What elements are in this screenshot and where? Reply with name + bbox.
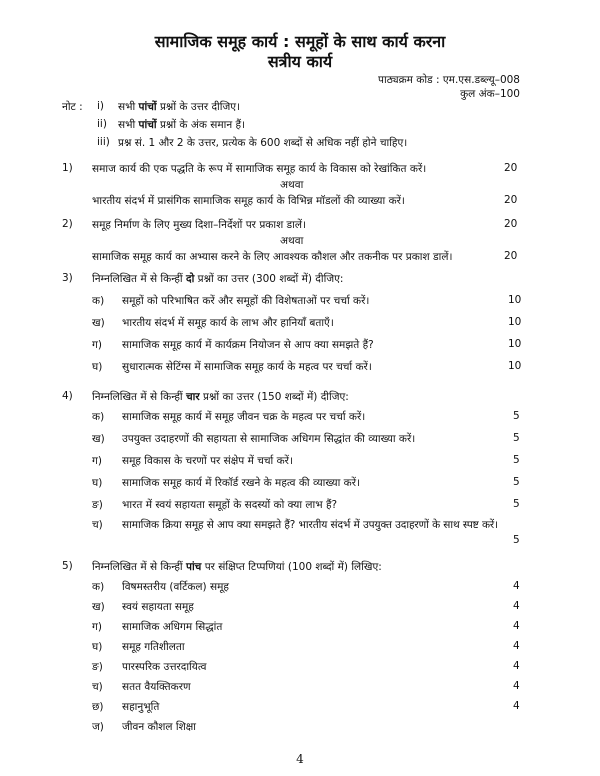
q5-item-text: सतत वैयक्तिकरण xyxy=(122,681,191,693)
q3-instruction: निम्नलिखित में से किन्हीं दो प्रश्नों का उत्तर (300 शब्दों में) दीजिए: xyxy=(92,273,344,285)
q4-item-text: समूह विकास के चरणों पर संक्षेप में चर्चा करें। xyxy=(122,455,293,467)
total-marks: कुल अंक–100 xyxy=(460,88,520,100)
q5-item-text: समूह गतिशीलता xyxy=(122,641,185,653)
q5-item-marks: 4 xyxy=(513,600,520,612)
q5-item-marks: 4 xyxy=(513,700,520,712)
q4-item-label: क) xyxy=(92,411,105,423)
q1-or: अथवा xyxy=(280,179,304,191)
q5-item-label: घ) xyxy=(92,641,103,653)
course-code: पाठ्यक्रम कोड : एम.एस.डब्ल्यू–008 xyxy=(378,74,520,86)
q5-item-label: च) xyxy=(92,681,103,693)
q5-instruction: निम्नलिखित में से किन्हीं पांच पर संक्षिप्त टिप्पणियां (100 शब्दों में) लिखिए: xyxy=(92,561,382,573)
q4-item-text: उपयुक्त उदाहरणों की सहायता से सामाजिक अधिगम सिद्धांत की व्याख्या करें। xyxy=(122,433,416,445)
note-num-2: ii) xyxy=(97,118,107,130)
q3-item-text: भारतीय संदर्भ में समूह कार्य के लाभ और हानियाँ बताएँ। xyxy=(122,317,334,329)
q2-text: समूह निर्माण के लिए मुख्य दिशा–निर्देशों पर प्रकाश डालें। xyxy=(92,219,306,231)
q4-item-text: सामाजिक समूह कार्य में समूह जीवन चक्र के महत्व पर चर्चा करें। xyxy=(122,411,366,423)
q2-alt-marks: 20 xyxy=(504,250,518,262)
q4-item-marks: 5 xyxy=(513,454,520,466)
q1-alt-text: भारतीय संदर्भ में प्रासंगिक सामाजिक समूह कार्य के विभिन्न मॉडलों की व्याख्या करें। xyxy=(92,195,405,207)
q4-item-label: ङ) xyxy=(92,499,103,511)
q4-item-text: भारत में स्वयं सहायता समूहों के सदस्यों को क्या लाभ हैं? xyxy=(122,499,338,511)
q3-item-label: क) xyxy=(92,295,105,307)
q2-marks: 20 xyxy=(504,218,518,230)
q4-item-label: ख) xyxy=(92,433,105,445)
note-item-1: सभी पांचों प्रश्नों के उत्तर दीजिए। xyxy=(118,101,241,113)
q1-number: 1) xyxy=(62,162,73,174)
q3-item-marks: 10 xyxy=(508,338,522,350)
q5-item-label: ङ) xyxy=(92,661,103,673)
q5-item-text: सामाजिक अधिगम सिद्धांत xyxy=(122,621,223,633)
q4-item-marks: 5 xyxy=(513,534,520,546)
q3-item-text: समूहों को परिभाषित करें और समूहों की विशेषताओं पर चर्चा करें। xyxy=(122,295,370,307)
q4-item-marks: 5 xyxy=(513,432,520,444)
q5-item-text: जीवन कौशल शिक्षा xyxy=(122,721,197,733)
q3-item-marks: 10 xyxy=(508,294,522,306)
q3-item-marks: 10 xyxy=(508,316,522,328)
q4-item-marks: 5 xyxy=(513,410,520,422)
note-num-3: iii) xyxy=(97,136,110,148)
q5-item-label: क) xyxy=(92,581,105,593)
q5-item-marks: 4 xyxy=(513,680,520,692)
page-number: 4 xyxy=(296,752,304,766)
q4-item-label: च) xyxy=(92,519,103,531)
q2-number: 2) xyxy=(62,218,73,230)
q1-text: समाज कार्य की एक पद्धति के रूप में सामाजिक समूह कार्य के विकास को रेखांकित करें। xyxy=(92,163,427,175)
q1-alt-marks: 20 xyxy=(504,194,518,206)
q3-item-label: ग) xyxy=(92,339,103,351)
q1-marks: 20 xyxy=(504,162,518,174)
q4-instruction: निम्नलिखित में से किन्हीं चार प्रश्नों का उत्तर (150 शब्दों में) दीजिए: xyxy=(92,391,349,403)
q3-item-label: घ) xyxy=(92,361,103,373)
q5-item-text: स्वयं सहायता समूह xyxy=(122,601,194,613)
q5-item-marks: 4 xyxy=(513,660,520,672)
page-title: सामाजिक समूह कार्य : समूहों के साथ कार्य करना xyxy=(154,32,446,51)
q5-item-marks: 4 xyxy=(513,620,520,632)
q5-item-text: विषमस्तरीय (वर्टिकल) समूह xyxy=(122,581,229,593)
q5-item-text: पारस्परिक उत्तरदायित्व xyxy=(122,661,207,673)
q5-number: 5) xyxy=(62,560,73,572)
q3-item-label: ख) xyxy=(92,317,105,329)
page-subtitle: सत्रीय कार्य xyxy=(267,52,333,71)
q4-number: 4) xyxy=(62,390,73,402)
q4-item-marks: 5 xyxy=(513,498,520,510)
q5-item-marks: 4 xyxy=(513,640,520,652)
q4-item-label: घ) xyxy=(92,477,103,489)
q2-or: अथवा xyxy=(280,235,304,247)
q5-item-label: ग) xyxy=(92,621,103,633)
q4-item-marks: 5 xyxy=(513,476,520,488)
note-label: नोट : xyxy=(62,101,83,113)
q2-alt-text: सामाजिक समूह कार्य का अभ्यास करने के लिए आवश्यक कौशल और तकनीक पर प्रकाश डालें। xyxy=(92,251,453,263)
q5-item-label: ख) xyxy=(92,601,105,613)
note-num-1: i) xyxy=(97,100,105,112)
q5-item-text: सहानुभूति xyxy=(122,701,160,713)
q5-item-label: ज) xyxy=(92,721,104,733)
q4-item-text: सामाजिक समूह कार्य में रिकॉर्ड रखने के महत्व की व्याख्या करें। xyxy=(122,477,361,489)
q5-item-label: छ) xyxy=(92,701,104,713)
q3-number: 3) xyxy=(62,272,73,284)
q3-item-text: सामाजिक समूह कार्य में कार्यक्रम नियोजन से आप क्या समझते हैं? xyxy=(122,339,374,351)
q3-item-marks: 10 xyxy=(508,360,522,372)
q4-item-text: सामाजिक क्रिया समूह से आप क्या समझते हैं? भारतीय संदर्भ में उपयुक्त उदाहरणों के साथ स्पष्ट करें। xyxy=(122,519,498,531)
q5-item-marks: 4 xyxy=(513,580,520,592)
note-item-3: प्रश्न सं. 1 और 2 के उत्तर, प्रत्येक के 600 शब्दों से अधिक नहीं होने चाहिए। xyxy=(118,137,408,149)
q3-item-text: सुधारात्मक सेटिंग्स में सामाजिक समूह कार्य के महत्व पर चर्चा करें। xyxy=(122,361,372,373)
note-item-2: सभी पांचों प्रश्नों के अंक समान हैं। xyxy=(118,119,246,131)
q4-item-label: ग) xyxy=(92,455,103,467)
